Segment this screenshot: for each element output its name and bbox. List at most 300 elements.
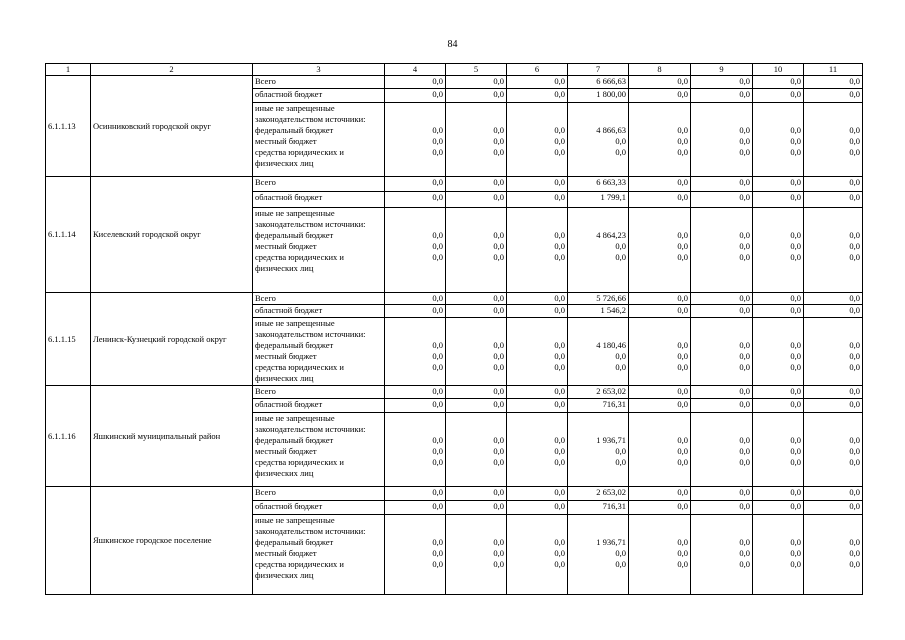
regional-value: 0,0: [804, 305, 863, 317]
local-value: 0,0: [790, 240, 801, 251]
row-total: [46, 76, 863, 89]
municipality-name: Киселевский городской округ: [91, 177, 253, 293]
header-col-5: 5: [446, 64, 507, 76]
local-value: 0,0: [790, 135, 801, 146]
total-value: 0,0: [629, 293, 691, 305]
regional-value: 0,0: [446, 305, 507, 317]
regional-value: 0,0: [753, 89, 804, 102]
legal-value: 0,0: [677, 559, 688, 570]
legal-value: 0,0: [493, 456, 504, 467]
item-code: 6.1.1.15: [46, 293, 91, 386]
legal-value: 0,0: [554, 559, 565, 570]
other-values: [568, 515, 629, 595]
federal-value: 0,0: [790, 434, 801, 445]
other-values: [753, 412, 804, 486]
municipality-name: Осинниковский городской округ: [91, 76, 253, 177]
federal-value: 0,0: [849, 339, 860, 350]
total-value: 0,0: [753, 76, 804, 89]
item-code: 6.1.1.13: [46, 76, 91, 177]
federal-value: 0,0: [554, 229, 565, 240]
source-line-legal-l2: физических лиц: [255, 372, 314, 383]
source-line-legal-l1: средства юридических и: [255, 559, 344, 570]
total-value: 6 663,33: [568, 177, 629, 192]
legal-value: 0,0: [849, 146, 860, 157]
regional-value: 0,0: [446, 501, 507, 515]
source-regional-label: областной бюджет: [253, 89, 385, 102]
regional-value: 0,0: [446, 89, 507, 102]
header-col-1: 1: [46, 64, 91, 76]
total-value: 0,0: [691, 386, 753, 399]
total-value: 0,0: [385, 76, 446, 89]
other-values: [385, 412, 446, 486]
local-value: 0,0: [677, 350, 688, 361]
source-line-legal-l2: физических лиц: [255, 467, 314, 478]
regional-value: 716,31: [568, 501, 629, 515]
other-values: [629, 317, 691, 386]
other-values: [507, 207, 568, 292]
other-values: [804, 207, 863, 292]
total-value: 0,0: [385, 386, 446, 399]
source-line-other-l1: иные не запрещенные: [255, 515, 335, 526]
federal-value: 4 866,63: [596, 124, 626, 135]
federal-value: 0,0: [790, 537, 801, 548]
total-value: 0,0: [804, 293, 863, 305]
local-value: 0,0: [554, 240, 565, 251]
regional-value: 0,0: [691, 89, 753, 102]
row-total: [46, 177, 863, 192]
source-line-local: местный бюджет: [255, 350, 317, 361]
federal-value: 0,0: [493, 229, 504, 240]
local-value: 0,0: [677, 445, 688, 456]
legal-value: 0,0: [615, 251, 626, 262]
regional-value: 0,0: [804, 192, 863, 207]
source-regional-label: областной бюджет: [253, 305, 385, 317]
federal-value: 0,0: [790, 124, 801, 135]
total-value: 0,0: [446, 177, 507, 192]
regional-value: 0,0: [385, 399, 446, 412]
federal-value: 0,0: [493, 434, 504, 445]
total-value: 2 653,02: [568, 386, 629, 399]
federal-value: 4 180,46: [596, 339, 626, 350]
federal-value: 0,0: [554, 537, 565, 548]
federal-value: 0,0: [554, 124, 565, 135]
local-value: 0,0: [554, 445, 565, 456]
local-value: 0,0: [677, 548, 688, 559]
other-values: [507, 412, 568, 486]
other-values: [691, 102, 753, 176]
other-values: [804, 317, 863, 386]
source-line-local: местный бюджет: [255, 240, 317, 251]
regional-value: 0,0: [385, 192, 446, 207]
legal-value: 0,0: [554, 361, 565, 372]
regional-value: 0,0: [753, 192, 804, 207]
legal-value: 0,0: [677, 146, 688, 157]
regional-value: 0,0: [753, 399, 804, 412]
source-total-label: Всего: [253, 177, 385, 192]
other-values: [568, 412, 629, 486]
total-value: 0,0: [629, 386, 691, 399]
source-line-federal: федеральный бюджет: [255, 537, 334, 548]
other-values: [385, 515, 446, 595]
regional-value: 0,0: [507, 305, 568, 317]
legal-value: 0,0: [849, 559, 860, 570]
total-value: 0,0: [804, 76, 863, 89]
legal-value: 0,0: [554, 251, 565, 262]
regional-value: 0,0: [507, 501, 568, 515]
municipality-name: Яшкинский муниципальный район: [91, 386, 253, 487]
other-values: [753, 317, 804, 386]
legal-value: 0,0: [554, 456, 565, 467]
local-value: 0,0: [615, 135, 626, 146]
total-value: 0,0: [804, 177, 863, 192]
regional-value: 0,0: [385, 305, 446, 317]
legal-value: 0,0: [739, 251, 750, 262]
regional-value: 0,0: [507, 192, 568, 207]
local-value: 0,0: [432, 548, 443, 559]
federal-value: 0,0: [554, 434, 565, 445]
total-value: 0,0: [446, 293, 507, 305]
local-value: 0,0: [739, 350, 750, 361]
local-value: 0,0: [739, 135, 750, 146]
local-value: 0,0: [432, 240, 443, 251]
total-value: 0,0: [385, 487, 446, 501]
row-total: [46, 386, 863, 399]
local-value: 0,0: [849, 350, 860, 361]
local-value: 0,0: [554, 135, 565, 146]
regional-value: 0,0: [691, 399, 753, 412]
local-value: 0,0: [677, 240, 688, 251]
other-values: [446, 515, 507, 595]
legal-value: 0,0: [432, 251, 443, 262]
item-code: [46, 487, 91, 595]
federal-value: 0,0: [432, 339, 443, 350]
other-values: [629, 102, 691, 176]
local-value: 0,0: [849, 445, 860, 456]
total-value: 0,0: [385, 177, 446, 192]
legal-value: 0,0: [554, 146, 565, 157]
total-value: 0,0: [446, 76, 507, 89]
total-value: 0,0: [629, 177, 691, 192]
regional-value: 0,0: [629, 501, 691, 515]
header-col-2: 2: [91, 64, 253, 76]
local-value: 0,0: [849, 240, 860, 251]
total-value: 5 726,66: [568, 293, 629, 305]
source-total-label: Всего: [253, 487, 385, 501]
legal-value: 0,0: [493, 361, 504, 372]
regional-value: 0,0: [691, 192, 753, 207]
other-values: [507, 102, 568, 176]
federal-value: 0,0: [677, 537, 688, 548]
source-total-label: Всего: [253, 293, 385, 305]
federal-value: 0,0: [493, 537, 504, 548]
local-value: 0,0: [849, 135, 860, 146]
other-values: [507, 317, 568, 386]
source-other-label: [253, 102, 385, 176]
legal-value: 0,0: [739, 361, 750, 372]
source-line-legal-l1: средства юридических и: [255, 456, 344, 467]
local-value: 0,0: [790, 350, 801, 361]
budget-table: [45, 63, 863, 595]
federal-value: 0,0: [739, 339, 750, 350]
local-value: 0,0: [432, 350, 443, 361]
federal-value: 0,0: [739, 229, 750, 240]
local-value: 0,0: [493, 548, 504, 559]
other-values: [753, 102, 804, 176]
regional-value: 1 800,00: [568, 89, 629, 102]
federal-value: 0,0: [849, 124, 860, 135]
other-values: [629, 515, 691, 595]
source-line-legal-l2: физических лиц: [255, 570, 314, 581]
other-values: [446, 317, 507, 386]
total-value: 0,0: [753, 386, 804, 399]
legal-value: 0,0: [677, 361, 688, 372]
regional-value: 0,0: [691, 305, 753, 317]
federal-value: 0,0: [554, 339, 565, 350]
other-values: [629, 412, 691, 486]
federal-value: 0,0: [790, 229, 801, 240]
source-regional-label: областной бюджет: [253, 501, 385, 515]
local-value: 0,0: [790, 445, 801, 456]
legal-value: 0,0: [790, 361, 801, 372]
other-values: [804, 515, 863, 595]
source-line-other-l1: иные не запрещенные: [255, 207, 335, 218]
total-value: 0,0: [691, 76, 753, 89]
legal-value: 0,0: [790, 456, 801, 467]
source-line-legal-l2: физических лиц: [255, 157, 314, 168]
other-values: [385, 317, 446, 386]
page-number: 84: [447, 39, 458, 50]
regional-value: 0,0: [629, 192, 691, 207]
federal-value: 0,0: [677, 339, 688, 350]
other-values: [385, 207, 446, 292]
header-col-7: 7: [568, 64, 629, 76]
local-value: 0,0: [677, 135, 688, 146]
legal-value: 0,0: [493, 559, 504, 570]
legal-value: 0,0: [790, 559, 801, 570]
other-values: [691, 317, 753, 386]
federal-value: 0,0: [677, 124, 688, 135]
source-line-other-l1: иные не запрещенные: [255, 317, 335, 328]
regional-value: 0,0: [385, 89, 446, 102]
total-value: 0,0: [753, 177, 804, 192]
legal-value: 0,0: [790, 251, 801, 262]
legal-value: 0,0: [432, 361, 443, 372]
total-value: 0,0: [507, 76, 568, 89]
source-other-label: [253, 412, 385, 486]
local-value: 0,0: [615, 240, 626, 251]
regional-value: 0,0: [507, 89, 568, 102]
header-col-4: 4: [385, 64, 446, 76]
local-value: 0,0: [739, 240, 750, 251]
source-line-legal-l1: средства юридических и: [255, 251, 344, 262]
regional-value: 0,0: [385, 501, 446, 515]
total-value: 0,0: [691, 487, 753, 501]
local-value: 0,0: [493, 135, 504, 146]
total-value: 0,0: [753, 487, 804, 501]
other-values: [446, 102, 507, 176]
total-value: 0,0: [446, 487, 507, 501]
regional-value: 0,0: [629, 305, 691, 317]
federal-value: 0,0: [849, 229, 860, 240]
local-value: 0,0: [739, 445, 750, 456]
header-col-6: 6: [507, 64, 568, 76]
regional-value: 716,31: [568, 399, 629, 412]
legal-value: 0,0: [849, 456, 860, 467]
total-value: 0,0: [446, 386, 507, 399]
other-values: [507, 515, 568, 595]
federal-value: 0,0: [432, 434, 443, 445]
legal-value: 0,0: [615, 456, 626, 467]
local-value: 0,0: [615, 548, 626, 559]
federal-value: 0,0: [432, 124, 443, 135]
regional-value: 0,0: [691, 501, 753, 515]
federal-value: 0,0: [849, 537, 860, 548]
local-value: 0,0: [615, 445, 626, 456]
total-value: 0,0: [507, 293, 568, 305]
total-value: 0,0: [691, 293, 753, 305]
source-line-other-l2: законодательством источники:: [255, 423, 366, 434]
other-values: [691, 412, 753, 486]
item-code: 6.1.1.16: [46, 386, 91, 487]
row-total: [46, 293, 863, 305]
legal-value: 0,0: [432, 456, 443, 467]
other-values: [691, 515, 753, 595]
local-value: 0,0: [790, 548, 801, 559]
source-regional-label: областной бюджет: [253, 399, 385, 412]
federal-value: 1 936,71: [596, 537, 626, 548]
total-value: 0,0: [507, 177, 568, 192]
legal-value: 0,0: [739, 146, 750, 157]
source-line-other-l1: иные не запрещенные: [255, 412, 335, 423]
row-total: [46, 487, 863, 501]
federal-value: 0,0: [677, 229, 688, 240]
source-other-label: [253, 317, 385, 386]
legal-value: 0,0: [615, 361, 626, 372]
total-value: 0,0: [629, 487, 691, 501]
other-values: [385, 102, 446, 176]
total-value: 0,0: [629, 76, 691, 89]
local-value: 0,0: [615, 350, 626, 361]
other-values: [753, 515, 804, 595]
header-col-8: 8: [629, 64, 691, 76]
total-value: 0,0: [691, 177, 753, 192]
local-value: 0,0: [432, 135, 443, 146]
total-value: 0,0: [753, 293, 804, 305]
regional-value: 0,0: [804, 399, 863, 412]
source-line-federal: федеральный бюджет: [255, 434, 334, 445]
legal-value: 0,0: [739, 456, 750, 467]
federal-value: 0,0: [739, 124, 750, 135]
other-values: [753, 207, 804, 292]
total-value: 2 653,02: [568, 487, 629, 501]
other-values: [446, 207, 507, 292]
regional-value: 0,0: [804, 501, 863, 515]
local-value: 0,0: [554, 350, 565, 361]
local-value: 0,0: [739, 548, 750, 559]
other-values: [446, 412, 507, 486]
municipality-name: Яшкинское городское поселение: [91, 487, 253, 595]
source-total-label: Всего: [253, 386, 385, 399]
local-value: 0,0: [432, 445, 443, 456]
total-value: 0,0: [804, 487, 863, 501]
regional-value: 0,0: [753, 305, 804, 317]
regional-value: 0,0: [804, 89, 863, 102]
regional-value: 0,0: [753, 501, 804, 515]
regional-value: 0,0: [446, 399, 507, 412]
federal-value: 0,0: [849, 434, 860, 445]
source-line-other-l2: законодательством источники:: [255, 218, 366, 229]
regional-value: 0,0: [629, 399, 691, 412]
other-values: [568, 317, 629, 386]
source-other-label: [253, 207, 385, 292]
total-value: 0,0: [507, 386, 568, 399]
federal-value: 0,0: [493, 124, 504, 135]
other-values: [804, 412, 863, 486]
legal-value: 0,0: [739, 559, 750, 570]
source-line-federal: федеральный бюджет: [255, 124, 334, 135]
total-value: 0,0: [804, 386, 863, 399]
source-line-local: местный бюджет: [255, 445, 317, 456]
regional-value: 0,0: [629, 89, 691, 102]
total-value: 0,0: [507, 487, 568, 501]
federal-value: 4 864,23: [596, 229, 626, 240]
federal-value: 0,0: [432, 229, 443, 240]
federal-value: 0,0: [739, 537, 750, 548]
local-value: 0,0: [554, 548, 565, 559]
other-values: [629, 207, 691, 292]
header-col-9: 9: [691, 64, 753, 76]
legal-value: 0,0: [790, 146, 801, 157]
legal-value: 0,0: [849, 361, 860, 372]
other-values: [691, 207, 753, 292]
local-value: 0,0: [493, 240, 504, 251]
regional-value: 1 546,2: [568, 305, 629, 317]
source-regional-label: областной бюджет: [253, 192, 385, 207]
regional-value: 1 799,1: [568, 192, 629, 207]
other-values: [568, 102, 629, 176]
local-value: 0,0: [849, 548, 860, 559]
source-line-legal-l1: средства юридических и: [255, 361, 344, 372]
source-line-other-l2: законодательством источники:: [255, 328, 366, 339]
source-line-other-l1: иные не запрещенные: [255, 102, 335, 113]
source-other-label: [253, 515, 385, 595]
legal-value: 0,0: [615, 146, 626, 157]
legal-value: 0,0: [493, 251, 504, 262]
other-values: [568, 207, 629, 292]
header-row: [46, 64, 863, 76]
legal-value: 0,0: [615, 559, 626, 570]
source-line-other-l2: законодательством источники:: [255, 526, 366, 537]
federal-value: 0,0: [739, 434, 750, 445]
legal-value: 0,0: [432, 146, 443, 157]
legal-value: 0,0: [849, 251, 860, 262]
source-total-label: Всего: [253, 76, 385, 89]
other-values: [804, 102, 863, 176]
legal-value: 0,0: [432, 559, 443, 570]
regional-value: 0,0: [446, 192, 507, 207]
source-line-legal-l1: средства юридических и: [255, 146, 344, 157]
local-value: 0,0: [493, 445, 504, 456]
legal-value: 0,0: [677, 251, 688, 262]
source-line-federal: федеральный бюджет: [255, 339, 334, 350]
federal-value: 0,0: [432, 537, 443, 548]
total-value: 0,0: [385, 293, 446, 305]
legal-value: 0,0: [677, 456, 688, 467]
legal-value: 0,0: [493, 146, 504, 157]
local-value: 0,0: [493, 350, 504, 361]
source-line-federal: федеральный бюджет: [255, 229, 334, 240]
header-col-3: 3: [253, 64, 385, 76]
